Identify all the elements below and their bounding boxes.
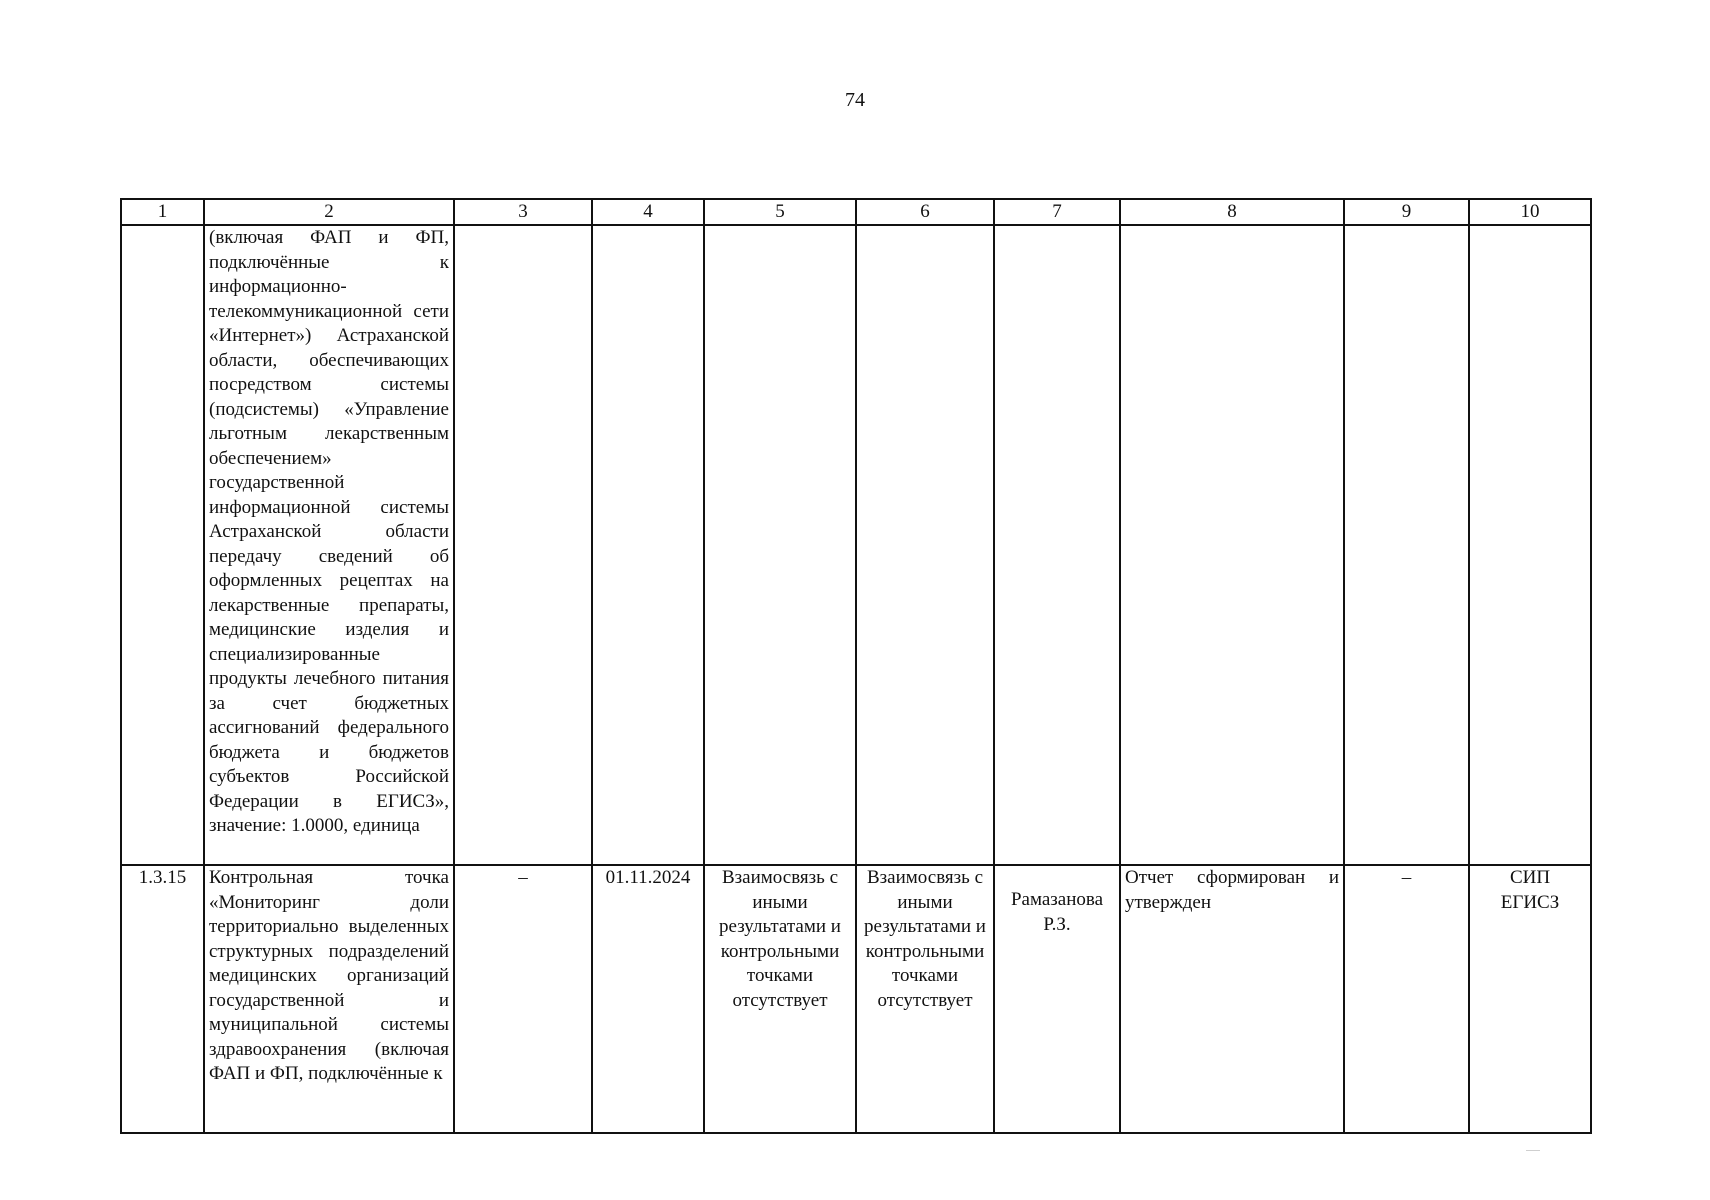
table-row	[121, 865, 1591, 1133]
cell-col9-dash: –	[1344, 865, 1469, 1133]
cell-col3-dash: –	[454, 865, 592, 1133]
cell-row-number: 1.3.15	[121, 865, 204, 1133]
column-header-8: 8	[1120, 199, 1344, 225]
cell-empty-5	[704, 225, 856, 865]
column-header-1: 1	[121, 199, 204, 225]
column-header-4: 4	[592, 199, 704, 225]
cell-continuation-text: (включая ФАП и ФП, подключённые к информационно-телекоммуникационной сети «Интернет») Астраханской области, обеспечивающих посредством системы (подсистемы) «Управление льготным лекарственным обеспечением» государственной информационной системы Астраханской области передачу сведений об оформленных рецептах на лекарственные препараты, медицинские изделия и специализированные продукты лечебного питания за счет бюджетных ассигнований федерального бюджета и бюджетов субъектов Российской Федерации в ЕГИСЗ», значение: 1.0000, единица	[204, 225, 454, 865]
cell-empty-7	[994, 225, 1120, 865]
column-header-6: 6	[856, 199, 994, 225]
column-header-5: 5	[704, 199, 856, 225]
column-header-2: 2	[204, 199, 454, 225]
cell-empty-10	[1469, 225, 1591, 865]
cell-result: Отчет сформирован и утвержден	[1120, 865, 1344, 1133]
cell-date: 01.11.2024	[592, 865, 704, 1133]
column-header-10: 10	[1469, 199, 1591, 225]
scan-speck	[1526, 1150, 1540, 1151]
column-header-3: 3	[454, 199, 592, 225]
cell-responsible: Рамазанова Р.З.	[994, 865, 1120, 1133]
info-system-line-2: ЕГИСЗ	[1500, 891, 1560, 913]
page-number: 74	[845, 89, 865, 111]
info-system-line-1: СИП	[1509, 867, 1551, 888]
cell-empty-8	[1120, 225, 1344, 865]
cell-continuation-number	[121, 225, 204, 865]
cell-empty-4	[592, 225, 704, 865]
column-number-row	[121, 199, 1591, 225]
cell-relation-6: Взаимосвязь с иными результатами и контрольными точками отсутствует	[856, 865, 994, 1133]
table-row	[121, 225, 1591, 865]
cell-empty-9	[1344, 225, 1469, 865]
plan-table	[120, 198, 1592, 1134]
cell-relation-5: Взаимосвязь с иными результатами и контрольными точками отсутствует	[704, 865, 856, 1133]
cell-empty-6	[856, 225, 994, 865]
cell-checkpoint-name: Контрольная точка «Мониторинг доли территориально выделенных структурных подразделений медицинских организаций государственной и муниципальной системы здравоохранения (включая ФАП и ФП, подключённые к	[204, 865, 454, 1133]
column-header-7: 7	[994, 199, 1120, 225]
column-header-9: 9	[1344, 199, 1469, 225]
cell-info-system	[1469, 865, 1591, 1133]
cell-empty-3	[454, 225, 592, 865]
